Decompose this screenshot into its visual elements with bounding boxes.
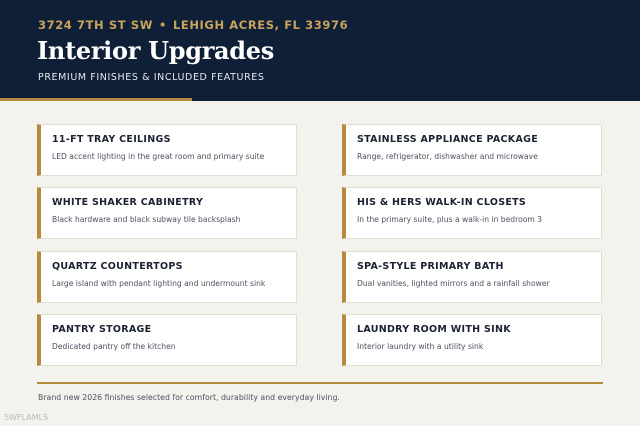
address-separator: • xyxy=(158,18,167,32)
feature-description: Large island with pendant lighting and undermount sink xyxy=(52,279,266,288)
feature-description: In the primary suite, plus a walk-in in bedroom 3 xyxy=(357,215,542,224)
feature-title: 11-FT TRAY CEILINGS xyxy=(52,134,171,145)
feature-description: Dedicated pantry off the kitchen xyxy=(52,342,176,351)
feature-title: WHITE SHAKER CABINETRY xyxy=(52,197,204,208)
feature-card-walk-in-closets xyxy=(342,187,602,239)
feature-card-appliance-package xyxy=(342,124,602,176)
feature-card-pantry-storage xyxy=(37,314,297,366)
page-subtitle: PREMIUM FINISHES & INCLUDED FEATURES xyxy=(38,72,265,83)
feature-description: Dual vanities, lighted mirrors and a rainfall shower xyxy=(357,279,550,288)
feature-description: Interior laundry with a utility sink xyxy=(357,342,484,351)
page-title: Interior Upgrades xyxy=(37,36,274,65)
feature-title: STAINLESS APPLIANCE PACKAGE xyxy=(357,134,538,145)
mls-watermark: SWFLAMLS xyxy=(4,413,49,422)
feature-description: Range, refrigerator, dishwasher and microwave xyxy=(357,152,538,161)
feature-card-laundry-room xyxy=(342,314,602,366)
footer-note: Brand new 2026 finishes selected for comfort, durability and everyday living. xyxy=(38,393,340,402)
header-banner xyxy=(0,0,640,101)
feature-title: PANTRY STORAGE xyxy=(52,324,152,335)
feature-card-tray-ceilings xyxy=(37,124,297,176)
feature-title: SPA-STYLE PRIMARY BATH xyxy=(357,261,504,272)
feature-description: Black hardware and black subway tile backsplash xyxy=(52,215,241,224)
address-street: 3724 7TH ST SW xyxy=(38,18,153,32)
feature-title: QUARTZ COUNTERTOPS xyxy=(52,261,183,272)
address-city: LEHIGH ACRES, FL 33976 xyxy=(172,18,349,32)
feature-title: LAUNDRY ROOM WITH SINK xyxy=(357,324,511,335)
feature-title: HIS & HERS WALK-IN CLOSETS xyxy=(357,197,527,208)
feature-description: LED accent lighting in the great room and primary suite xyxy=(52,152,265,161)
feature-card-quartz-countertops xyxy=(37,251,297,303)
header-accent-bar xyxy=(0,98,192,101)
footer-divider xyxy=(37,382,603,384)
feature-card-shaker-cabinetry xyxy=(37,187,297,239)
property-address xyxy=(38,18,348,32)
feature-card-primary-bath xyxy=(342,251,602,303)
